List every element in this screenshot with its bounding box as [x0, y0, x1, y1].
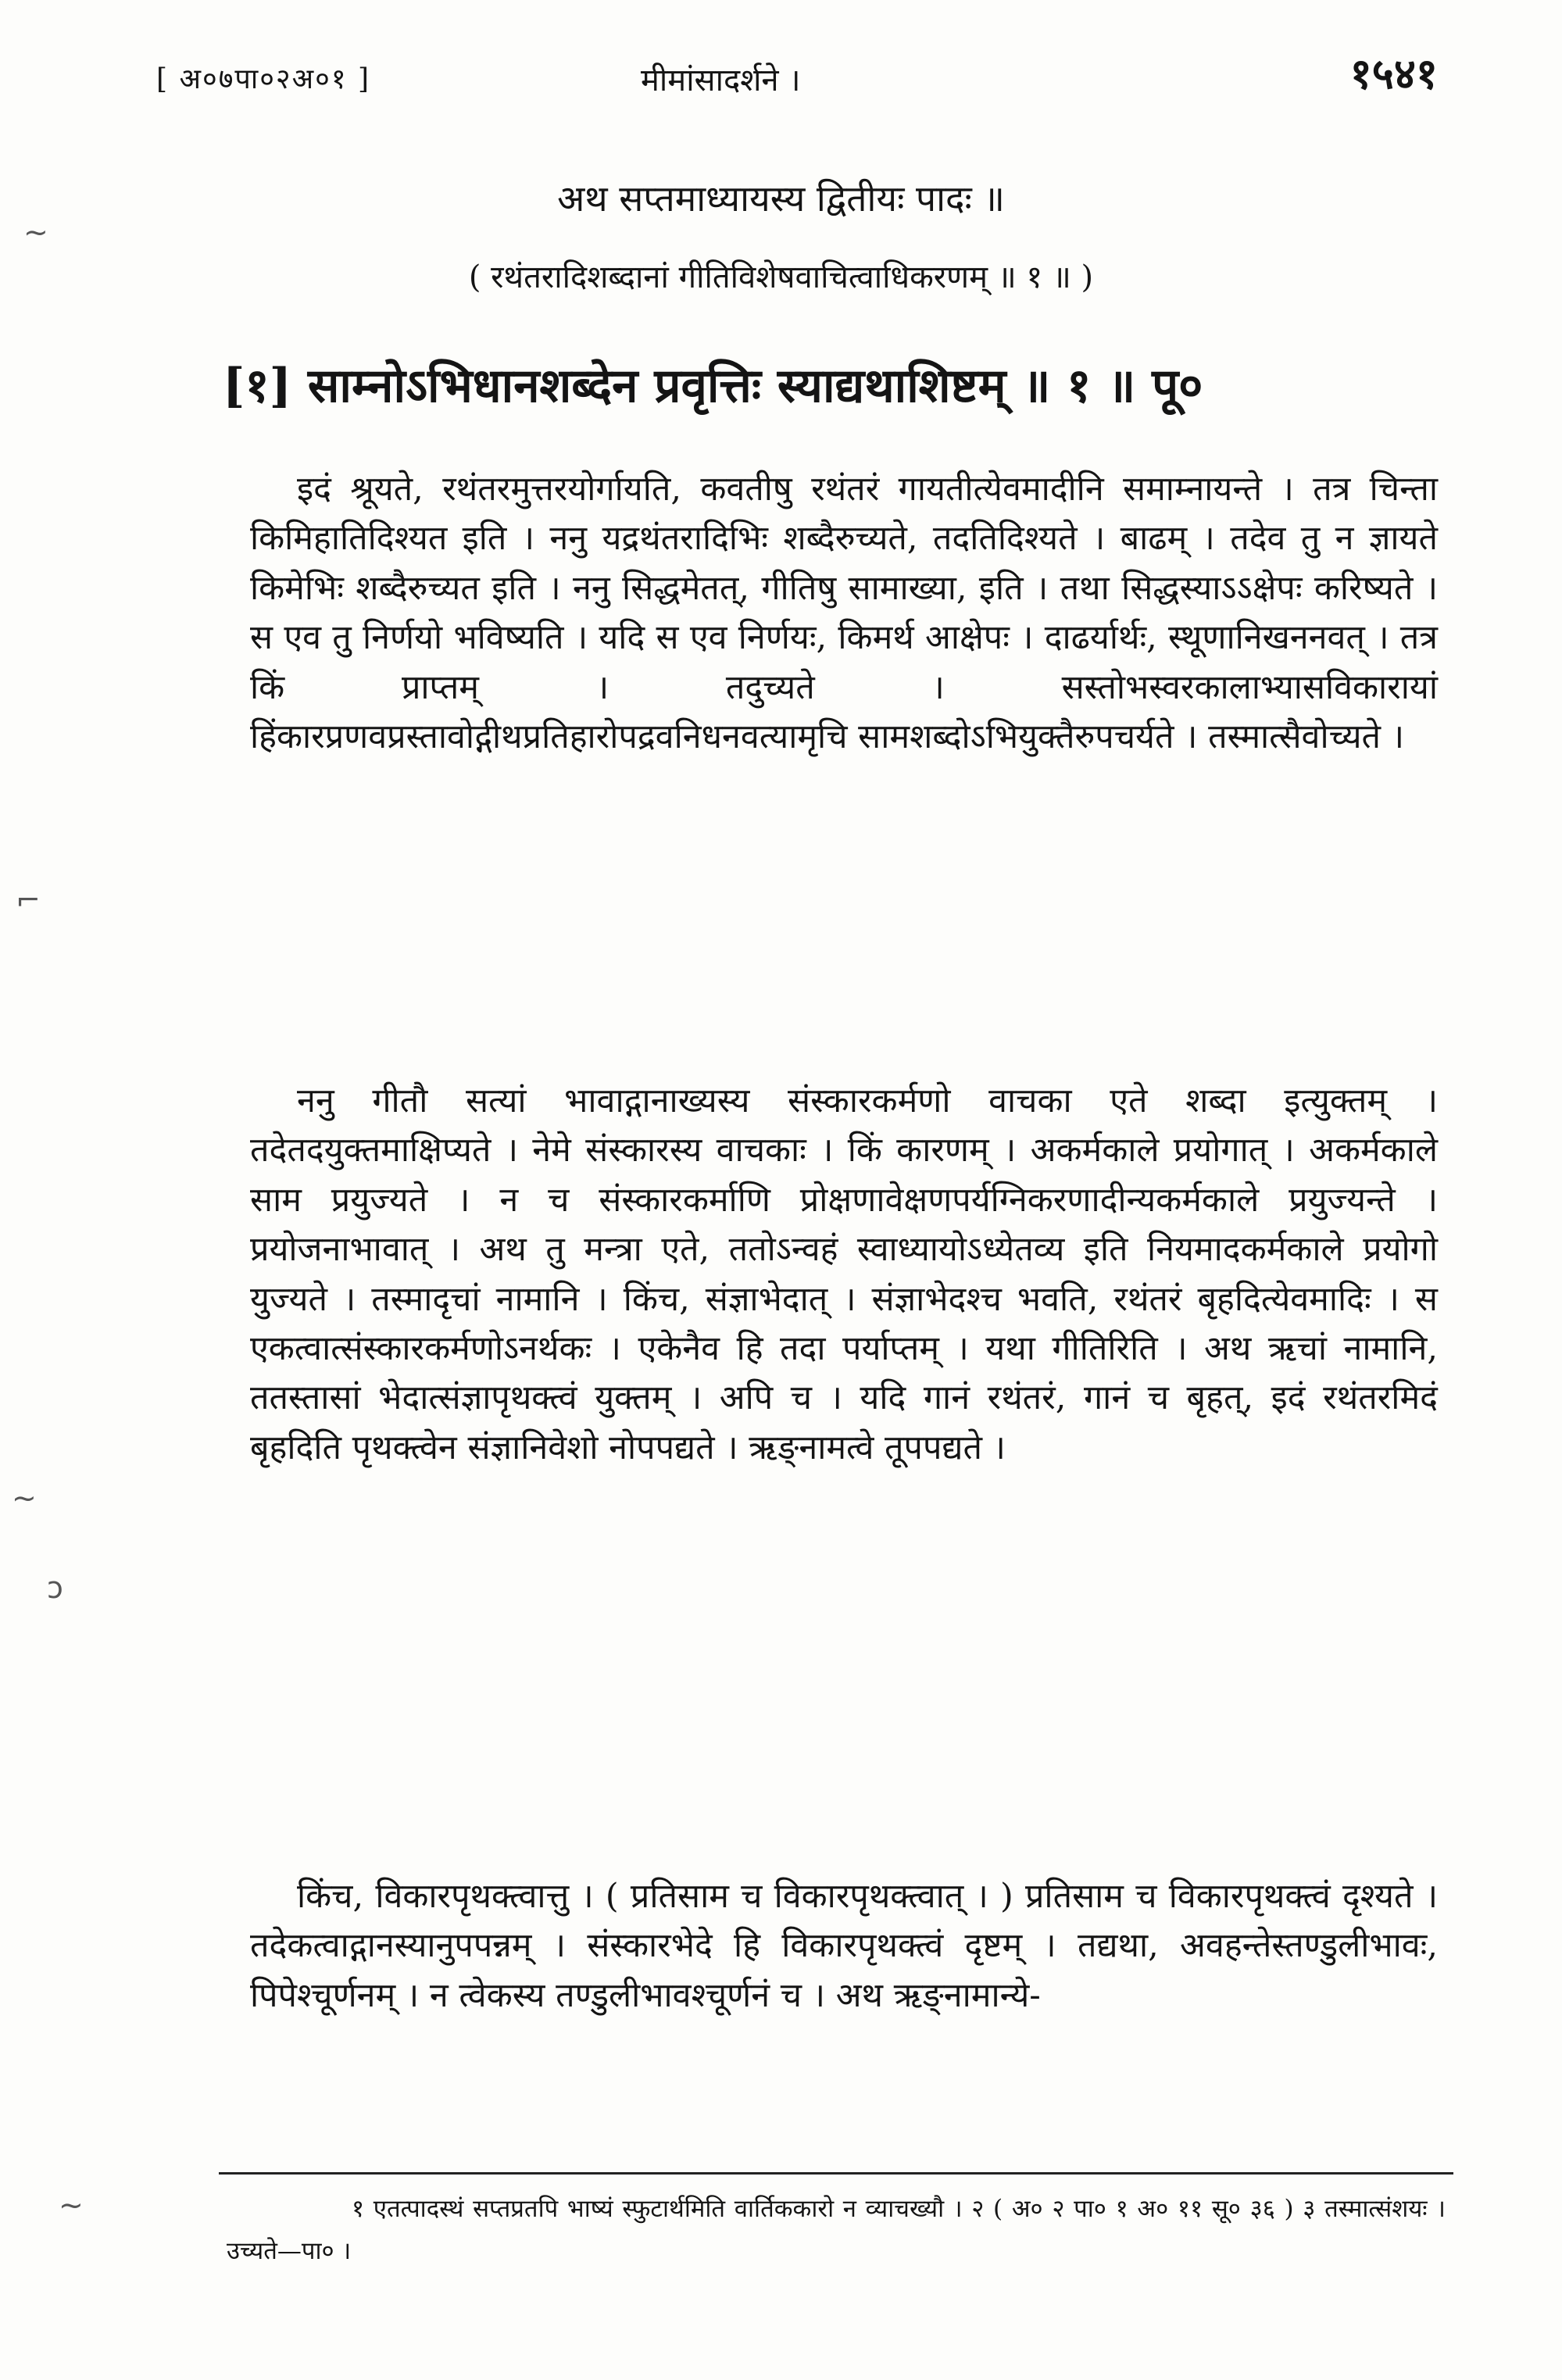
- adhikarana-heading: ( रथंतरादिशब्दानां गीतिविशेषवाचित्वाधिकरणम् ॥ १ ॥ ): [468, 259, 1094, 295]
- commentary-paragraph-2: ननु गीतौ सत्यां भावाद्गानाख्यस्य संस्कारकर्मणो वाचका एते शब्दा इत्युक्तम् । तदेतदयुक्तमाक्षिप्यते । नेमे संस्कारस्य वाचकाः । किं कारणम् । अकर्मकाले प्रयोगात् । अकर्मकाले साम प्रयुज्यते । न च संस्कारकर्माणि प्रोक्षणावेक्षणपर्यग्निकरणादीन्यकर्मकाले प्रयुज्यन्ते । प्रयोजनाभावात् । अथ तु मन्त्रा एते, ततोऽन्वहं स्वाध्यायोऽध्येतव्य इति नियमादकर्मकाले प्रयोगो युज्यते । तस्मादृचां नामानि । किंच, संज्ञाभेदात् । संज्ञाभेदश्च भवति, रथंतरं बृहदित्येवमादिः । स एकत्वात्संस्कारकर्मणोऽनर्थकः । एकेनैव हि तदा पर्याप्तम् । यथा गीतिरिति । अथ ऋचां नामानि, ततस्तासां भेदात्संज्ञापृथक्त्वं युक्तम् । अपि च । यदि गानं रथंतरं, गानं च बृहत्, इदं रथंतरमिदं बृहदिति पृथक्त्वेन संज्ञानिवेशो नोपपद्यते । ऋङ्नामत्वे तूपपद्यते ।: [250, 1081, 1438, 1467]
- running-title: मीमांसादर्शने ।: [641, 63, 801, 98]
- margin-scribble-mark: ɔ: [47, 1571, 63, 1605]
- margin-scribble-mark: ~: [23, 215, 48, 249]
- page-number: १५४१: [1349, 48, 1438, 98]
- chapter-reference: [ अ०७पा०२अ०१ ]: [156, 63, 371, 95]
- sutra-line: [१] साम्नोऽभिधानशब्देन प्रवृत्तिः स्याद्यथाशिष्टम् ॥ १ ॥ पू०: [223, 359, 1203, 413]
- margin-scribble-mark: ⌐: [16, 883, 41, 917]
- section-heading: अथ सप्तमाध्यायस्य द्वितीयः पादः ॥: [557, 177, 1005, 220]
- footnotes: १ एतत्पादस्थं सप्तप्रतपि भाष्यं स्फुटार्थमिति वार्तिककारो न व्याचख्यौ । २ ( अ० २ पा० १ अ० ११ सू० ३६ ) ३ तस्मात्संशयः । उच्यते—पा० ।: [227, 2195, 1446, 2265]
- commentary-paragraph-1: इदं श्रूयते, रथंतरमुत्तरयोर्गायति, कवतीषु रथंतरं गायतीत्येवमादीनि समाम्नायन्ते । तत्र चिन्ता किमिहातिदिश्यत इति । ननु यद्रथंतरादिभिः शब्दैरुच्यते, तदतिदिश्यते । बाढम् । तदेव तु न ज्ञायते किमेभिः शब्दैरुच्यत इति । ननु सिद्धमेतत्, गीतिषु सामाख्या, इति । तथा सिद्धस्याऽऽक्षेपः करिष्यते । स एव तु निर्णयो भविष्यति । यदि स एव निर्णयः, किमर्थ आक्षेपः । दाढर्यार्थः, स्थूणानिखननवत् । तत्र किं प्राप्तम् । तदुच्यते । सस्तोभस्वरकालाभ्यासविकारायां हिंकारप्रणवप्रस्तावोद्गीथप्रतिहारोपद्रवनिधनवत्यामृचि सामशब्दोऽभियुक्तैरुपचर्यते । तस्मात्सैवोच्यते ।: [250, 470, 1438, 757]
- commentary-paragraph-3: किंच, विकारपृथक्त्वात्तु । ( प्रतिसाम च विकारपृथक्त्वात् । ) प्रतिसाम च विकारपृथक्त्वं दृश्यते । तदेकत्वाद्गानस्यानुपपन्नम् । संस्कारभेदे हि विकारपृथक्त्वं दृष्टम् । तद्यथा, अवहन्तेस्तण्डुलीभावः, पिपेश्चूर्णनम् । न त्वेकस्य तण्डुलीभावश्चूर्णनं च । अथ ऋङ्नामान्ये-: [250, 1877, 1438, 2015]
- margin-scribble-mark: ~: [12, 1481, 37, 1515]
- footnote-divider: [219, 2172, 1453, 2175]
- running-header: [156, 43, 1438, 113]
- margin-scribble-mark: ~: [59, 2188, 84, 2222]
